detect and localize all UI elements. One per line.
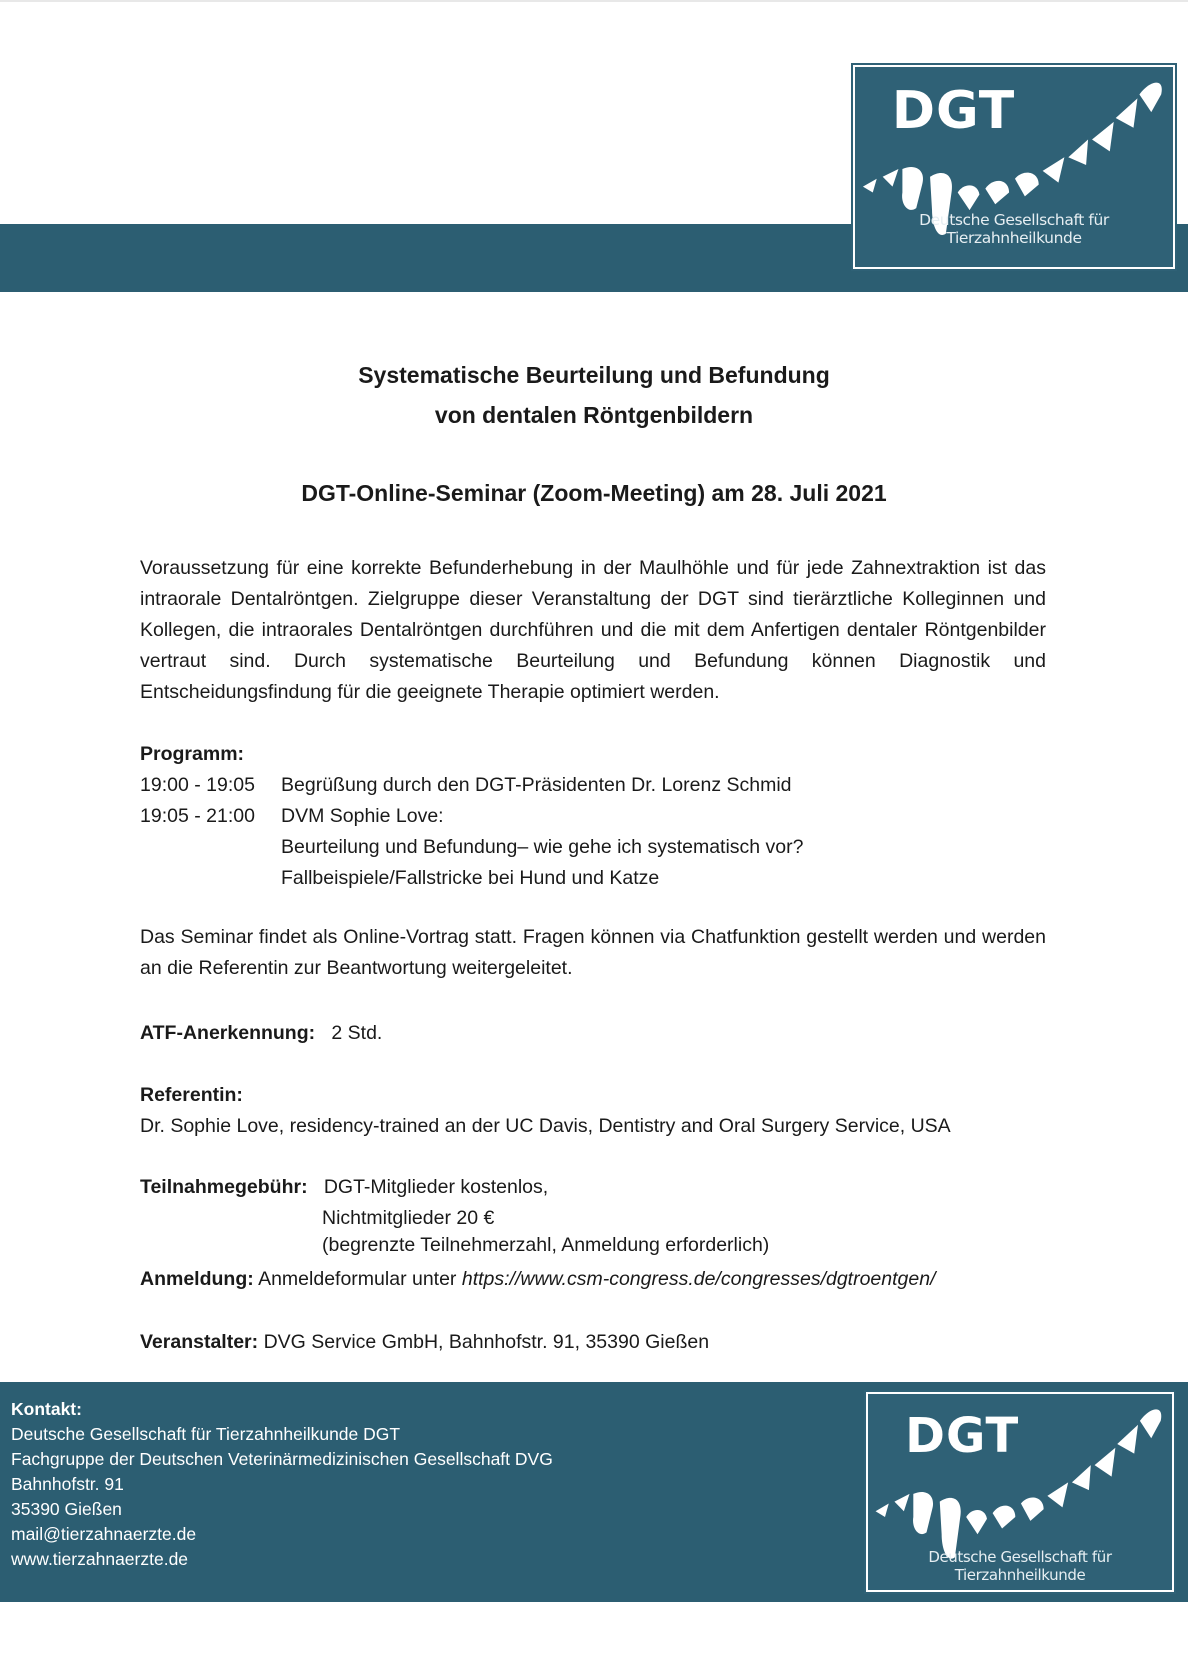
logo-title: DGT bbox=[905, 1408, 1020, 1464]
top-divider bbox=[0, 0, 1188, 2]
program-time: 19:05 - 21:00 bbox=[140, 805, 255, 827]
program-desc: Begrüßung durch den DGT-Präsidenten Dr. Lorenz Schmid bbox=[281, 774, 792, 796]
organizer-line bbox=[140, 1327, 709, 1358]
fee-nonmembers: Nichtmitglieder 20 € bbox=[322, 1207, 495, 1229]
contact-website[interactable]: www.tierzahnaerzte.de bbox=[11, 1549, 189, 1569]
program-time: 19:00 - 19:05 bbox=[140, 774, 255, 796]
logo-title: DGT bbox=[891, 81, 1016, 141]
program-desc: Fallbeispiele/Fallstricke bei Hund und Katze bbox=[281, 867, 660, 889]
page-title-line1: Systematische Beurteilung und Befundung bbox=[358, 362, 830, 388]
speaker-value: Dr. Sophie Love, residency-trained an der UC Davis, Dentistry and Oral Surgery Service, USA bbox=[140, 1115, 951, 1137]
atf-label: ATF-Anerkennung: bbox=[140, 1022, 316, 1044]
program-desc: DVM Sophie Love: bbox=[281, 805, 444, 827]
logo-subtitle: Deutsche Gesellschaft für Tierzahnheilkunde bbox=[919, 211, 1109, 247]
organizer-label: Veranstalter: bbox=[140, 1331, 259, 1353]
program-desc: Beurteilung und Befundung– wie gehe ich systematisch vor? bbox=[281, 836, 804, 858]
dgt-logo-bottom bbox=[866, 1392, 1174, 1592]
contact-block bbox=[11, 1397, 553, 1572]
registration-line bbox=[140, 1264, 936, 1295]
info-paragraph: Das Seminar findet als Online-Vortrag statt. Fragen können via Chatfunktion gestellt werden und werden an die Referentin zur Beantwortung weitergeleitet. bbox=[140, 926, 1046, 979]
contact-label: Kontakt: bbox=[11, 1399, 82, 1419]
intro-paragraph: Voraussetzung für eine korrekte Befunderhebung in der Maulhöhle und für jede Zahnextraktion ist das intraorale Dentalröntgen. Zielgruppe dieser Veranstaltung der DGT sind tierärztliche Kolleginnen und Kollegen, die intraorales Dentalröntgen durchführen und die mit dem Anfertigen dentaler Röntgenbilder vertraut sind. Durch systematische Beurteilung und Befundung können Diagnostik und Entscheidungsfindung für die geeignete Therapie optimiert werden. bbox=[140, 557, 1046, 703]
fee-label: Teilnahmegebühr: bbox=[140, 1176, 308, 1198]
program-heading: Programm: bbox=[140, 743, 245, 765]
atf-value: 2 Std. bbox=[331, 1022, 383, 1044]
contact-line: 35390 Gießen bbox=[11, 1499, 122, 1519]
seminar-title: DGT-Online-Seminar (Zoom-Meeting) am 28. Juli 2021 bbox=[301, 480, 887, 506]
fee-line bbox=[140, 1172, 548, 1203]
organizer-value: DVG Service GmbH, Bahnhofstr. 91, 35390 Gießen bbox=[263, 1331, 710, 1353]
speaker-label: Referentin: bbox=[140, 1084, 243, 1106]
registration-label: Anmeldung: bbox=[140, 1268, 254, 1290]
fee-note: (begrenzte Teilnehmerzahl, Anmeldung erforderlich) bbox=[322, 1234, 770, 1256]
contact-line: Fachgruppe der Deutschen Veterinärmedizinischen Gesellschaft DVG bbox=[11, 1449, 553, 1469]
registration-text: Anmeldeformular unter bbox=[258, 1268, 457, 1290]
registration-link[interactable]: https://www.csm-congress.de/congresses/dgtroentgen/ bbox=[461, 1268, 936, 1290]
contact-line: Bahnhofstr. 91 bbox=[11, 1474, 124, 1494]
dgt-logo-top bbox=[853, 65, 1175, 269]
fee-members: DGT-Mitglieder kostenlos, bbox=[323, 1176, 549, 1198]
page-title-line2: von dentalen Röntgenbildern bbox=[434, 402, 754, 428]
logo-subtitle: Deutsche Gesellschaft für Tierzahnheilkunde bbox=[928, 1548, 1112, 1584]
contact-email[interactable]: mail@tierzahnaerzte.de bbox=[11, 1524, 197, 1544]
atf-line bbox=[140, 1018, 382, 1049]
contact-line: Deutsche Gesellschaft für Tierzahnheilkunde DGT bbox=[11, 1424, 401, 1444]
